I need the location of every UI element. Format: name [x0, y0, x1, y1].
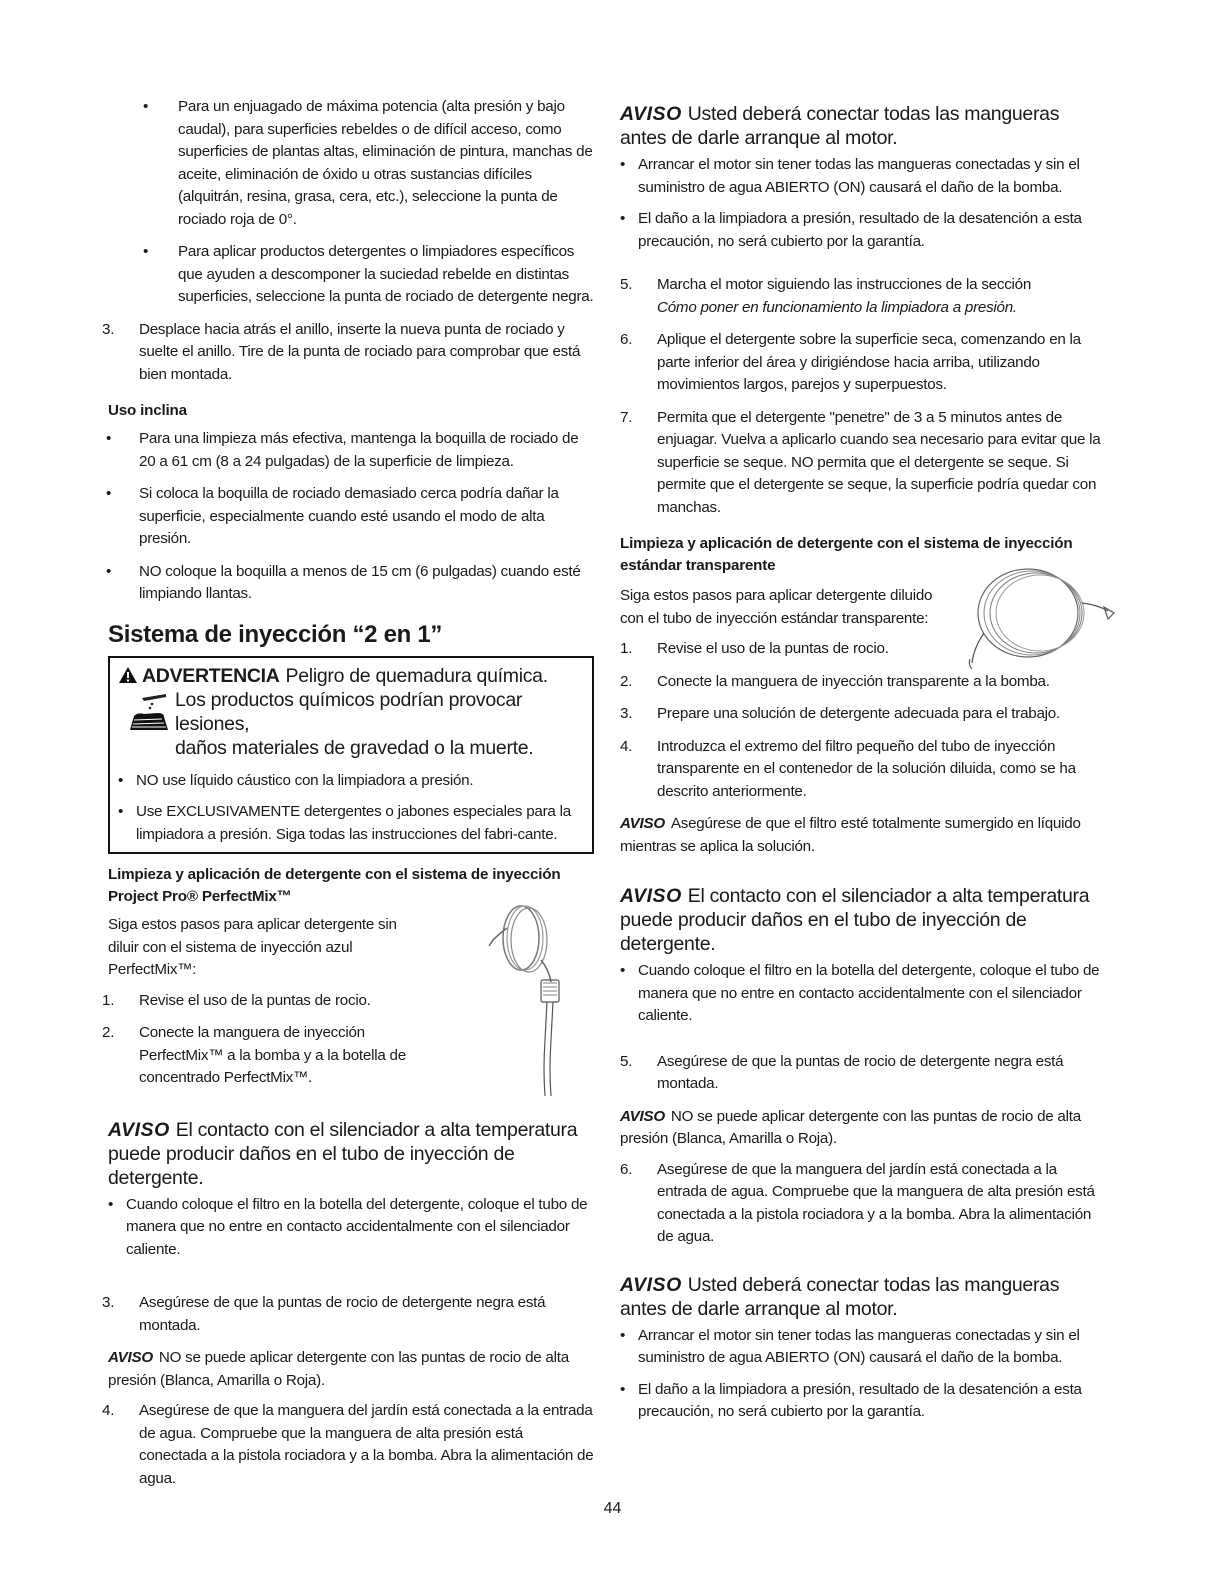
aviso-muffler-right — [620, 884, 1106, 956]
list-item: • Cuando coloque el filtro en la botella del detergente, coloque el tubo de manera que no entre en contacto accidentalmente con el silenciador caliente. — [620, 960, 1106, 1028]
perfectmix-intro: Siga estos pasos para aplicar detergente sin diluir con el sistema de inyección azul PerfectMix™: — [108, 916, 397, 978]
list-item: • Cuando coloque el filtro en la botella del detergente, coloque el tubo de manera que no entre en contacto accidentalmente con el silenciador caliente. — [108, 1194, 594, 1262]
aviso-label: AVISO — [620, 103, 682, 125]
step-text: Marcha el motor siguiendo las instrucciones de la sección — [657, 276, 1032, 293]
step-text: Prepare una solución de detergente adecuada para el trabajo. — [657, 705, 1060, 722]
aviso-text: NO se puede aplicar detergente con las puntas de rocio de alta presión (Blanca, Amarilla o Roja). — [108, 1349, 569, 1389]
step-number: 1. — [102, 991, 115, 1009]
step-number: 4. — [102, 1402, 115, 1419]
step-text: Permita que el detergente "penetre" de 3 a 5 minutos antes de enjuagar. Vuelva a aplicarlo cuando sea necesario para evitar que la superficie se seque. NO permita que el detergente se seque. Si permite que el detergente se seque, la superficie podría quedar con manchas. — [657, 408, 1101, 516]
list-item: • NO coloque la boquilla a menos de 15 cm (6 pulgadas) cuando esté limpiando llantas. — [102, 561, 594, 606]
uso-heading: Uso inclina — [108, 402, 187, 419]
perfectmix-heading: Limpieza y aplicación de detergente con el sistema de inyección Project Pro® PerfectMix™ — [108, 866, 561, 905]
aviso-hoses-top — [620, 102, 1106, 150]
warning-label: ADVERTENCIA — [142, 664, 280, 687]
step-number: 6. — [620, 1160, 633, 1178]
list-item: • Arrancar el motor sin tener todas las mangueras conectadas y sin el suministro de agua ABIERTO (ON) causará el daño de la bomba. — [620, 154, 1106, 199]
std-step-4 — [620, 736, 1106, 804]
aviso-label: AVISO — [620, 885, 682, 907]
aviso-no-detergent — [108, 1347, 594, 1392]
step-italic-ref: Cómo poner en funcionamiento la limpiadora a presión. — [657, 298, 1017, 316]
list-item: • Para una limpieza más efectiva, mantenga la boquilla de rociado de 20 a 61 cm (8 a 24 pulgadas) de la superficie de limpieza. — [102, 428, 594, 473]
aviso-text: Usted deberá conectar todas las mangueras antes de darle arranque al motor. — [620, 103, 1060, 149]
aviso-text: Asegúrese de que el filtro esté totalmente sumergido en líquido mientras se aplica la solución. — [620, 815, 1081, 855]
step-text: Introduzca el extremo del filtro pequeño del tubo de inyección transparente en el contenedor de la solución diluida, como se ha descrito anteriormente. — [657, 737, 1076, 800]
step-text: Conecte la manguera de inyección PerfectMix™ a la bomba y a la botella de concentrado PerfectMix™. — [139, 1024, 406, 1086]
step-3 — [102, 319, 594, 387]
warning-box — [108, 656, 594, 855]
step-text: Asegúrese de que la manguera del jardín está conectada a la entrada de agua. Compruebe que la manguera de alta presión está conectada a la pistola rociadora y a la bomba. Abra la alimentación de agua. — [139, 1402, 594, 1487]
warning-title: Peligro de quemadura química. — [285, 664, 548, 687]
list-item: • Para aplicar productos detergentes o limpiadores específicos que ayuden a descomponer la suciedad rebelde en distintas superficies, seleccione la punta de rociado de detergente negra. — [178, 241, 594, 309]
step-text: Conecte la manguera de inyección transparente a la bomba. — [657, 672, 1050, 690]
aviso-filter — [620, 813, 1106, 858]
step-number: 5. — [620, 1052, 633, 1070]
step-1 — [102, 990, 594, 1013]
step-text: Aplique el detergente sobre la superficie seca, comenzando en la parte inferior del área y dirigiéndose hacia arriba, utilizando movimientos largos, parejos y superpuestos. — [657, 331, 1081, 393]
aviso-text: Usted deberá conectar todas las mangueras antes de darle arranque al motor. — [620, 1273, 1060, 1320]
step-number: 2. — [102, 1024, 115, 1041]
sub-bullet-list — [108, 96, 594, 309]
step-text: Desplace hacia atrás el anillo, inserte la nueva punta de rociado y suelte el anillo. Tire de la punta de rociado para comprobar que está bien montada. — [139, 320, 581, 383]
step-2 — [102, 1022, 439, 1090]
list-item: • Arrancar el motor sin tener todas las mangueras conectadas y sin el suministro de agua ABIERTO (ON) causará el daño de la bomba. — [620, 1325, 1106, 1370]
step-3b — [102, 1292, 594, 1337]
warning-line-2: Los productos químicos podrían provocar lesiones, — [175, 688, 523, 735]
aviso-hoses-bottom — [620, 1273, 1106, 1321]
warning-title-row — [118, 664, 582, 688]
aviso-label: AVISO — [108, 1349, 153, 1366]
step-number: 2. — [620, 672, 633, 690]
step-4 — [102, 1400, 594, 1490]
standard-block — [620, 585, 1106, 661]
step-number: 5. — [620, 276, 633, 293]
step-6b — [620, 1159, 1106, 1249]
left-column — [102, 96, 594, 1500]
step-text: Asegúrese de que la manguera del jardín está conectada a la entrada de agua. Compruebe que la manguera de alta presión está conectada a la pistola rociadora y a la bomba. Abra la alimentación de agua. — [657, 1160, 1095, 1245]
step-6 — [620, 329, 1106, 397]
list-item: • Para un enjuagado de máxima potencia (alta presión y bajo caudal), para superficies rebeldes o de difícil acceso, como superficies de plantas altas, eliminación de pintura, manchas de aceite, eliminación de óxido u otras sustancias difíciles (alquitrán, resina, grasa, cera, etc.), seleccione la punta de rociado roja de 0°. — [178, 96, 594, 231]
step-text: Revise el uso de la puntas de rocio. — [657, 640, 889, 657]
perfectmix-block — [102, 914, 594, 1090]
list-item: • NO use líquido cáustico con la limpiadora a presión. — [118, 770, 582, 793]
list-item: • Si coloca la boquilla de rociado demasiado cerca podría dañar la superficie, especialmente cuando esté usando el modo de alta presión. — [102, 483, 594, 551]
step-7 — [620, 407, 1106, 520]
step-text: Revise el uso de la puntas de rocio. — [139, 991, 371, 1009]
list-item: • El daño a la limpiadora a presión, resultado de la desatención a esta precaución, no será cubierto por la garantía. — [620, 208, 1106, 253]
aviso-label: AVISO — [620, 1273, 682, 1296]
aviso-no-detergent-right — [620, 1106, 1106, 1151]
aviso-label: AVISO — [620, 1107, 665, 1125]
aviso-muffler — [108, 1118, 594, 1190]
step-number: 1. — [620, 640, 633, 657]
section-title: Sistema de inyección “2 en 1” — [108, 620, 443, 648]
page-number: 44 — [603, 1500, 622, 1517]
warning-triangle-icon — [118, 666, 138, 684]
step-text: Asegúrese de que la puntas de rocio de detergente negra está montada. — [139, 1294, 546, 1334]
list-item: • Use EXCLUSIVAMENTE detergentes o jabones especiales para la limpiadora a presión. Siga todas las instrucciones del fabri-cante. — [118, 801, 582, 846]
aviso-text: El contacto con el silenciador a alta temperatura puede producir daños en el tubo de inyección de detergente. — [108, 1118, 578, 1189]
step-number: 6. — [620, 331, 633, 348]
step-text: Asegúrese de que la puntas de rocio de detergente negra está montada. — [657, 1052, 1064, 1092]
aviso-label: AVISO — [108, 1118, 170, 1141]
step-5b — [620, 1051, 1106, 1096]
aviso-label: AVISO — [620, 815, 665, 832]
step-number: 7. — [620, 408, 633, 426]
std-step-1 — [620, 638, 1106, 661]
std-step-2 — [620, 671, 1106, 694]
step-number: 3. — [102, 320, 115, 338]
step-number: 4. — [620, 737, 633, 755]
standard-intro: Siga estos pasos para aplicar detergente diluido con el tubo de inyección estándar transparente: — [620, 587, 933, 627]
step-number: 3. — [102, 1294, 115, 1311]
step-number: 3. — [620, 705, 633, 722]
warning-detail — [118, 688, 582, 760]
right-column — [620, 96, 1106, 1433]
warning-line-3: daños materiales de gravedad o la muerte. — [175, 736, 534, 759]
std-step-3 — [620, 703, 1106, 726]
standard-heading: Limpieza y aplicación de detergente con el sistema de inyección estándar transparente — [620, 535, 1073, 574]
chemical-burn-icon — [128, 692, 172, 732]
aviso-text: El contacto con el silenciador a alta temperatura puede producir daños en el tubo de inyección de detergente. — [620, 885, 1090, 955]
aviso-text: NO se puede aplicar detergente con las puntas de rocio de alta presión (Blanca, Amarilla o Roja). — [620, 1107, 1081, 1147]
step-5 — [620, 274, 1106, 319]
list-item: • El daño a la limpiadora a presión, resultado de la desatención a esta precaución, no será cubierto por la garantía. — [620, 1379, 1106, 1424]
